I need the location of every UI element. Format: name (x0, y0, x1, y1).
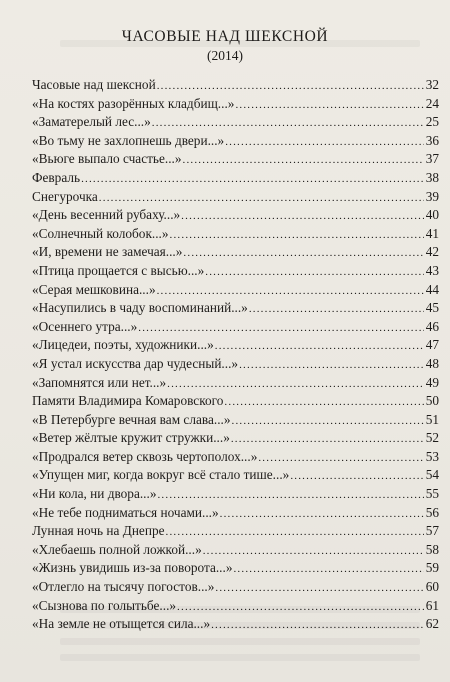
toc-leader-dots (166, 523, 424, 542)
toc-leader-dots (224, 393, 424, 412)
toc-entry (32, 243, 439, 262)
toc-entry-title: «На костях разорённых кладбищ...» (32, 95, 235, 111)
toc-entry-title: «Заматерелый лес...» (32, 114, 151, 130)
toc-entry (32, 429, 439, 448)
toc-entry (32, 76, 439, 95)
toc-leader-dots (81, 170, 424, 189)
toc-entry-page: 37 (425, 151, 439, 167)
toc-entry-page: 56 (425, 504, 439, 520)
toc-entry-page: 41 (425, 225, 439, 241)
toc-entry-title: «Ни кола, ни двора...» (32, 486, 157, 502)
toc-leader-dots (249, 300, 424, 319)
show-through (60, 654, 420, 661)
toc-leader-dots (183, 244, 424, 263)
toc-leader-dots (215, 579, 424, 598)
toc-entry (32, 597, 439, 616)
toc-entry (32, 150, 439, 169)
toc-entry-page: 40 (425, 207, 439, 223)
toc-entry-title: «Продрался ветер сквозь чертополох...» (32, 448, 258, 464)
toc-entry-title: «Ветер жёлтые кружит стружки...» (32, 430, 230, 446)
toc-entry (32, 225, 439, 244)
toc-leader-dots (233, 560, 424, 579)
toc-entry-title: «Упущен миг, когда вокруг всё стало тише...» (32, 467, 290, 483)
toc-entry-page: 47 (425, 337, 439, 353)
toc-entry-title: «Жизнь увидишь из-за поворота...» (32, 560, 233, 576)
toc-leader-dots (235, 96, 424, 115)
toc-entry-page: 49 (425, 374, 439, 390)
toc-entry-page: 61 (425, 597, 439, 613)
toc-entry-page: 24 (425, 95, 439, 111)
table-of-contents (32, 76, 439, 634)
toc-entry-title: «Вьюге выпало счастье...» (32, 151, 182, 167)
toc-entry-page: 54 (425, 467, 439, 483)
toc-entry-page: 43 (425, 262, 439, 278)
toc-entry (32, 466, 439, 485)
toc-entry (32, 504, 439, 523)
toc-entry-page: 25 (425, 114, 439, 130)
toc-entry-title: «Отлегло на тысячу погостов...» (32, 579, 215, 595)
toc-leader-dots (177, 598, 424, 617)
toc-entry (32, 132, 439, 151)
toc-entry (32, 374, 439, 393)
toc-entry-title: «Хлебаешь полной ложкой...» (32, 541, 202, 557)
toc-entry-page: 52 (425, 430, 439, 446)
toc-leader-dots (157, 282, 424, 301)
toc-entry (32, 522, 439, 541)
toc-entry (32, 169, 439, 188)
section-title: ЧАСОВЫЕ НАД ШЕКСНОЙ (121, 28, 329, 45)
section-year: (2014) (207, 48, 243, 63)
toc-entry-page: 36 (425, 132, 439, 148)
toc-entry (32, 355, 439, 374)
toc-entry-title: «Не тебе подниматься ночами...» (32, 504, 219, 520)
toc-entry-title: Февраль (32, 169, 81, 185)
toc-entry-page: 58 (425, 541, 439, 557)
toc-entry-title: «Я устал искусства дар чудесный...» (32, 355, 239, 371)
toc-leader-dots (181, 207, 424, 226)
toc-entry-title: «Солнечный колобок...» (32, 225, 169, 241)
toc-entry (32, 578, 439, 597)
toc-leader-dots (157, 486, 424, 505)
toc-entry (32, 336, 439, 355)
toc-leader-dots (167, 375, 424, 394)
toc-entry-page: 48 (425, 355, 439, 371)
toc-entry-page: 57 (425, 523, 439, 539)
toc-leader-dots (152, 114, 424, 133)
toc-leader-dots (138, 319, 424, 338)
toc-entry-title: «Запомнятся или нет...» (32, 374, 167, 390)
toc-entry-page: 51 (425, 411, 439, 427)
toc-entry-page: 50 (425, 393, 439, 409)
toc-entry-page: 45 (425, 300, 439, 316)
toc-entry-page: 38 (425, 169, 439, 185)
toc-entry (32, 95, 439, 114)
toc-entry (32, 541, 439, 560)
toc-leader-dots (170, 226, 424, 245)
toc-entry-title: «Осеннего утра...» (32, 318, 138, 334)
toc-leader-dots (183, 151, 425, 170)
toc-entry-title: «Птица прощается с высью...» (32, 262, 205, 278)
toc-leader-dots (231, 430, 424, 449)
toc-entry (32, 448, 439, 467)
toc-entry-title: Лунная ночь на Днепре (32, 523, 165, 539)
toc-entry (32, 206, 439, 225)
toc-entry-page: 62 (425, 616, 439, 632)
toc-entry-page: 44 (425, 281, 439, 297)
toc-leader-dots (290, 467, 424, 486)
toc-entry-page: 59 (425, 560, 439, 576)
toc-leader-dots (203, 542, 424, 561)
toc-entry-page: 53 (425, 448, 439, 464)
toc-entry (32, 281, 439, 300)
toc-leader-dots (225, 133, 424, 152)
toc-entry-title: «В Петербурге вечная вам слава...» (32, 411, 231, 427)
toc-entry (32, 262, 439, 281)
toc-entry-title: «День весенний рубаху...» (32, 207, 181, 223)
toc-leader-dots (99, 189, 424, 208)
toc-entry-title: Памяти Владимира Комаровского (32, 393, 224, 409)
toc-leader-dots (232, 412, 425, 431)
toc-entry-page: 32 (425, 77, 439, 92)
toc-entry-page: 60 (425, 579, 439, 595)
toc-entry-page: 42 (425, 244, 439, 260)
toc-entry (32, 318, 439, 337)
toc-entry-title: Часовые над шексной (32, 77, 156, 92)
toc-leader-dots (220, 505, 424, 524)
show-through (60, 638, 420, 645)
toc-leader-dots (215, 337, 424, 356)
toc-entry (32, 485, 439, 504)
toc-entry (32, 188, 439, 207)
toc-leader-dots (157, 77, 424, 96)
toc-entry-title: «Сызнова по голытьбе...» (32, 597, 177, 613)
toc-entry (32, 392, 439, 411)
toc-entry-title: Снегурочка (32, 188, 98, 204)
toc-entry-page: 39 (425, 188, 439, 204)
toc-leader-dots (211, 616, 424, 635)
toc-entry (32, 411, 439, 430)
toc-entry (32, 615, 439, 634)
toc-entry (32, 113, 439, 132)
toc-leader-dots (258, 449, 424, 468)
toc-entry-title: «И, времени не замечая...» (32, 244, 183, 260)
toc-entry-title: «На земле не отыщется сила...» (32, 616, 211, 632)
toc-entry-title: «Лицедеи, поэты, художники...» (32, 337, 214, 353)
toc-entry-page: 46 (425, 318, 439, 334)
toc-leader-dots (239, 356, 424, 375)
toc-entry (32, 299, 439, 318)
toc-leader-dots (205, 263, 424, 282)
toc-entry-page: 55 (425, 486, 439, 502)
toc-entry-title: «Во тьму не захлопнешь двери...» (32, 132, 225, 148)
toc-entry-title: «Насупились в чаду воспоминаний...» (32, 300, 248, 316)
toc-entry-title: «Серая мешковина...» (32, 281, 156, 297)
toc-entry (32, 559, 439, 578)
